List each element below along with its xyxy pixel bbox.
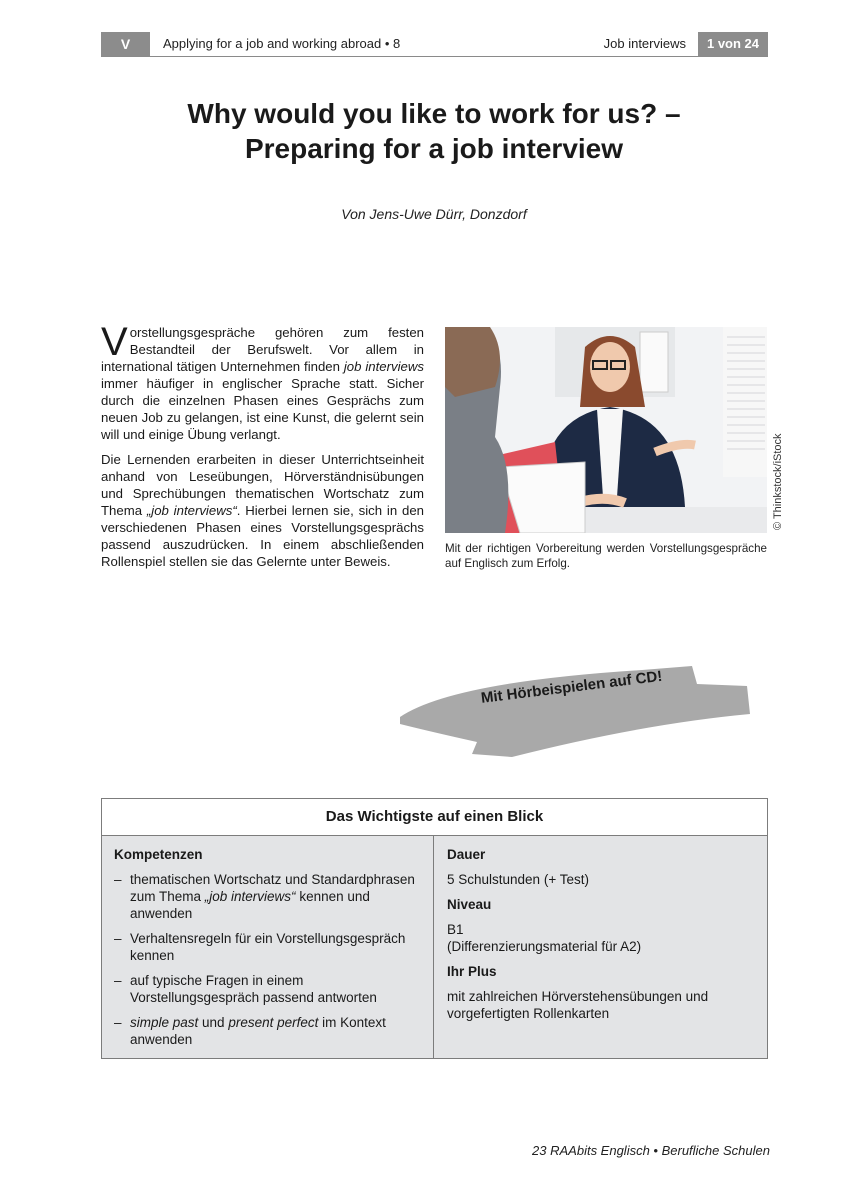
page-footer: 23 RAAbits Englisch • Berufliche Schulen xyxy=(532,1143,770,1158)
interview-illustration xyxy=(445,327,767,533)
page-title xyxy=(100,96,768,166)
list-item xyxy=(114,972,421,1006)
kompetenzen-label: Kompetenzen xyxy=(114,847,203,862)
item-emphasis: simple past xyxy=(130,1015,199,1030)
page-header xyxy=(101,32,768,57)
list-item xyxy=(114,1014,421,1048)
intro-text-span: Die Lernenden erarbeiten in dieser Unterrichtseinheit anhand von Leseübungen, Hörverständnisübungen und Sprechübungen thematischen Wortschatz zum Thema xyxy=(101,452,424,518)
photo-credit: © Thinkstock/iStock xyxy=(772,433,784,530)
item-emphasis: „job interviews“ xyxy=(204,889,296,904)
item-emphasis: present perfect xyxy=(228,1015,319,1030)
drop-cap: V xyxy=(101,320,128,364)
kompetenzen-list xyxy=(114,871,421,1048)
cd-banner-brush xyxy=(392,662,752,762)
intro-emphasis: job interviews xyxy=(343,359,424,374)
intro-text-span: immer häufiger in englischer Sprache statt. Sicher durch die einzelnen Phasen eines Gesprächs zum neuen Job zu gelangen, ist eine Kunst, die gelernt sein will und einige Übung verlangt. xyxy=(101,376,424,442)
intro-text-span: . Hierbei lernen sie, sich in den verschiedenen Phasen eines Vorstellungsgesprächs passend auszudrücken. In einem abschließenden Rollenspiel stellen sie das Gelernte unter Beweis. xyxy=(101,503,424,569)
dauer-value: 5 Schulstunden (+ Test) xyxy=(447,872,589,887)
cd-banner-text: Mit Hörbeispielen auf CD! xyxy=(480,667,664,707)
series-title: Applying for a job and working abroad • 8 xyxy=(163,36,401,51)
intro-paragraph-1 xyxy=(101,320,424,443)
intro-text xyxy=(101,320,424,578)
plus-label: Ihr Plus xyxy=(447,964,497,979)
intro-paragraph-2 xyxy=(101,451,424,570)
author-line: Von Jens-Uwe Dürr, Donzdorf xyxy=(341,206,527,222)
photo-caption: Mit der richtigen Vorbereitung werden Vorstellungsgespräche auf Englisch zum Erfolg. xyxy=(445,542,767,570)
niveau-level: B1 xyxy=(447,922,464,937)
item-text: auf typische Fragen in einem Vorstellungsgespräch passend antworten xyxy=(130,973,377,1005)
details-column xyxy=(435,836,767,1058)
dauer-label: Dauer xyxy=(447,847,486,862)
section-badge: V xyxy=(101,32,150,56)
kompetenzen-column xyxy=(102,836,434,1058)
item-text: thematischen Wortschatz und Standardphrasen zum Thema xyxy=(130,872,415,904)
list-item xyxy=(114,871,421,922)
item-text: Verhaltensregeln für ein Vorstellungsgespräch kennen xyxy=(130,931,406,963)
intro-emphasis: „job interviews“ xyxy=(146,503,237,518)
interview-photo xyxy=(445,327,767,533)
title-line-2: Preparing for a job interview xyxy=(244,133,624,164)
title-line-1: Why would you like to work for us? – xyxy=(187,98,681,129)
list-item xyxy=(114,930,421,964)
overview-heading: Das Wichtigste auf einen Blick xyxy=(102,799,767,836)
niveau-label: Niveau xyxy=(447,897,492,912)
intro-text-span: orstellungsgespräche gehören zum festen Bestandteil der Berufswelt. Vor allem in international tätigen Unternehmen finden xyxy=(101,325,424,374)
item-text: im Kontext anwenden xyxy=(130,1015,386,1047)
item-text: kennen und anwenden xyxy=(130,889,370,921)
niveau-value xyxy=(447,921,755,955)
item-text: und xyxy=(198,1015,229,1030)
overview-box xyxy=(101,798,768,1059)
plus-value: mit zahlreichen Hörverstehensübungen und vorgefertigten Rollenkarten xyxy=(447,989,709,1021)
topic-label: Job interviews xyxy=(603,36,686,51)
niveau-note: (Differenzierungsmaterial für A2) xyxy=(447,939,642,954)
page-counter: 1 von 24 xyxy=(698,32,768,56)
